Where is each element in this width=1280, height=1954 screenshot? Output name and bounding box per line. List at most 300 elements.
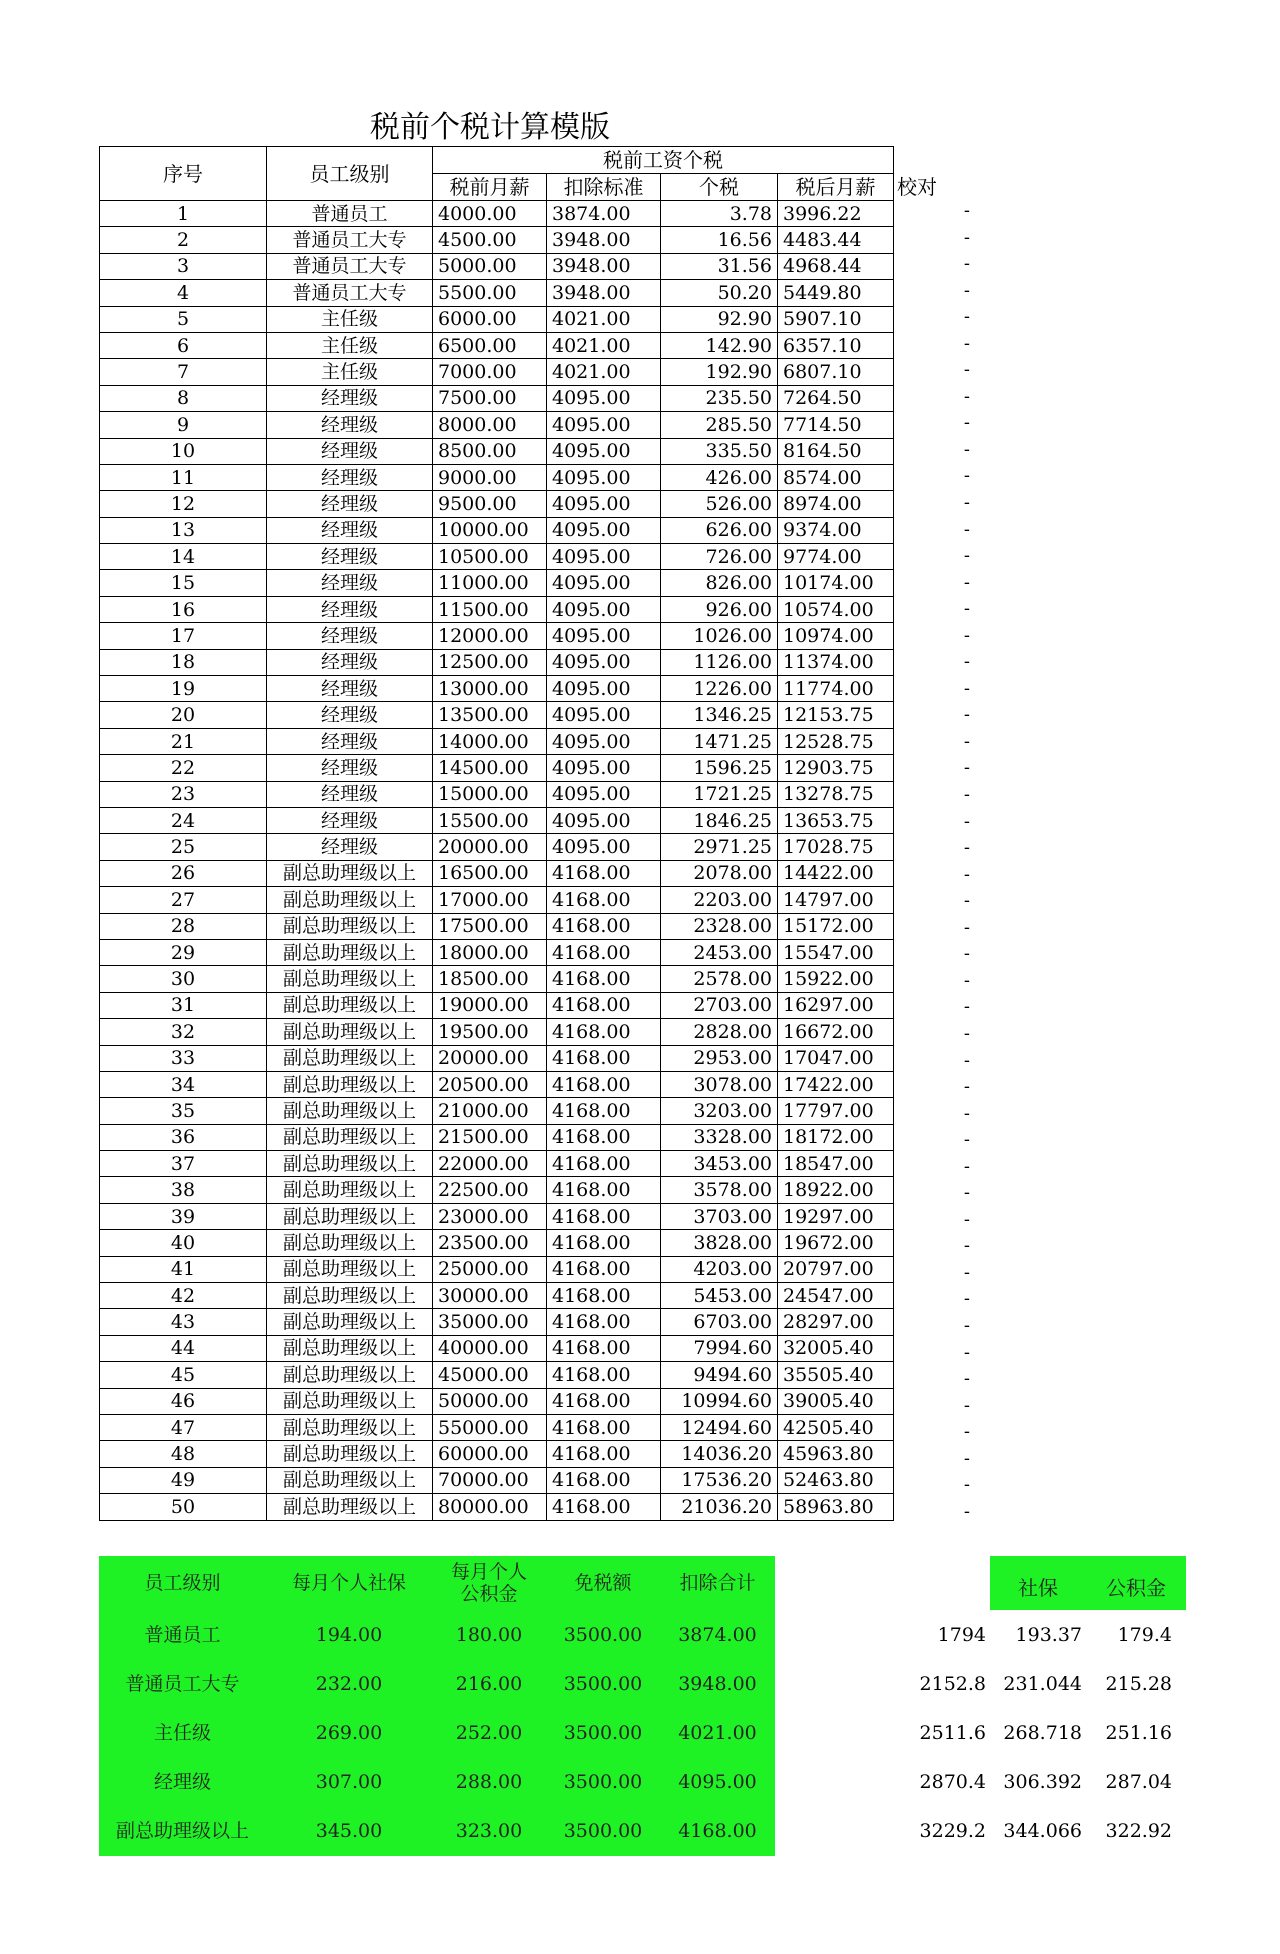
cell-level: 副总助理级以上 (267, 913, 433, 939)
check-mark: - (963, 1500, 970, 1522)
table-row (100, 887, 894, 913)
table-row (100, 1309, 894, 1335)
table-row (100, 517, 894, 543)
cell-seq: 41 (100, 1256, 267, 1282)
check-mark: - (963, 890, 970, 912)
table-row (100, 1441, 894, 1467)
check-mark: - (963, 1314, 970, 1336)
cell-deduction: 4095.00 (547, 755, 661, 781)
cell-level: 副总助理级以上 (267, 1414, 433, 1440)
cell-tax: 2203.00 (661, 887, 778, 913)
cell-level: 经理级 (267, 596, 433, 622)
summary-cell: 普通员工大专 (125, 1672, 240, 1695)
header-check: 校对 (897, 175, 937, 199)
cell-seq: 18 (100, 649, 267, 675)
table-row (100, 464, 894, 490)
cell-tax: 526.00 (661, 491, 778, 517)
summary-header-cell: 扣除合计 (679, 1572, 756, 1594)
cell-post-salary: 52463.80 (778, 1467, 894, 1493)
cell-pre-salary: 12000.00 (433, 623, 547, 649)
cell-deduction: 4095.00 (547, 623, 661, 649)
cell-deduction: 4168.00 (547, 966, 661, 992)
cell-seq: 31 (100, 992, 267, 1018)
cell-level: 副总助理级以上 (267, 1151, 433, 1177)
summary-cell: 3948.00 (678, 1672, 757, 1695)
cell-tax: 12494.60 (661, 1414, 778, 1440)
cell-seq: 28 (100, 913, 267, 939)
cell-deduction: 4168.00 (547, 1388, 661, 1414)
cell-seq: 24 (100, 807, 267, 833)
table-row (100, 412, 894, 438)
right-cell: 2511.6 (919, 1721, 986, 1744)
cell-level: 副总助理级以上 (267, 966, 433, 992)
cell-post-salary: 13653.75 (778, 807, 894, 833)
right-row (900, 1610, 1176, 1659)
right-cell: 2152.8 (919, 1672, 986, 1695)
cell-tax: 2578.00 (661, 966, 778, 992)
cell-seq: 35 (100, 1098, 267, 1124)
cell-level: 经理级 (267, 649, 433, 675)
cell-tax: 2828.00 (661, 1019, 778, 1045)
cell-deduction: 4168.00 (547, 1019, 661, 1045)
cell-tax: 3.78 (661, 201, 778, 227)
cell-pre-salary: 16500.00 (433, 860, 547, 886)
cell-pre-salary: 17500.00 (433, 913, 547, 939)
cell-level: 经理级 (267, 544, 433, 570)
cell-tax: 1721.25 (661, 781, 778, 807)
check-mark: - (963, 784, 970, 806)
summary-cell: 194.00 (315, 1623, 383, 1646)
cell-tax: 192.90 (661, 359, 778, 385)
summary-cell: 3500.00 (563, 1721, 643, 1744)
table-row (100, 570, 894, 596)
check-mark: - (963, 279, 970, 301)
cell-post-salary: 12528.75 (778, 728, 894, 754)
cell-seq: 7 (100, 359, 267, 385)
cell-deduction: 4168.00 (547, 1414, 661, 1440)
cell-seq: 8 (100, 385, 267, 411)
header-level: 员工级别 (267, 147, 433, 201)
cell-seq: 3 (100, 253, 267, 279)
table-row (100, 1283, 894, 1309)
check-mark: - (963, 1235, 970, 1257)
cell-seq: 43 (100, 1309, 267, 1335)
table-row (100, 1230, 894, 1256)
cell-tax: 50.20 (661, 280, 778, 306)
cell-deduction: 4168.00 (547, 1441, 661, 1467)
table-row (100, 1467, 894, 1493)
cell-level: 经理级 (267, 385, 433, 411)
table-row (100, 1045, 894, 1071)
cell-level: 副总助理级以上 (267, 992, 433, 1018)
table-row (100, 1256, 894, 1282)
table-row (100, 359, 894, 385)
cell-pre-salary: 20500.00 (433, 1071, 547, 1097)
cell-pre-salary: 18000.00 (433, 939, 547, 965)
cell-deduction: 4095.00 (547, 728, 661, 754)
cell-pre-salary: 20000.00 (433, 834, 547, 860)
header-group: 税前工资个税 (433, 147, 894, 174)
cell-post-salary: 18172.00 (778, 1124, 894, 1150)
cell-tax: 3703.00 (661, 1203, 778, 1229)
cell-level: 经理级 (267, 702, 433, 728)
check-mark: - (963, 810, 970, 832)
cell-deduction: 4095.00 (547, 517, 661, 543)
summary-cell: 3874.00 (678, 1623, 757, 1646)
cell-deduction: 4095.00 (547, 781, 661, 807)
cell-level: 普通员工大专 (267, 227, 433, 253)
cell-post-salary: 19297.00 (778, 1203, 894, 1229)
table-row (100, 649, 894, 675)
table-row (100, 781, 894, 807)
cell-tax: 2453.00 (661, 939, 778, 965)
cell-pre-salary: 4500.00 (433, 227, 547, 253)
check-mark: - (963, 837, 970, 859)
cell-pre-salary: 19000.00 (433, 992, 547, 1018)
table-row (100, 491, 894, 517)
cell-level: 副总助理级以上 (267, 939, 433, 965)
cell-post-salary: 39005.40 (778, 1388, 894, 1414)
summary-header-row (99, 1556, 775, 1610)
table-row (100, 728, 894, 754)
cell-deduction: 4168.00 (547, 1335, 661, 1361)
cell-deduction: 4168.00 (547, 887, 661, 913)
table-row (100, 1414, 894, 1440)
cell-deduction: 4168.00 (547, 1230, 661, 1256)
cell-seq: 4 (100, 280, 267, 306)
cell-deduction: 3948.00 (547, 280, 661, 306)
table-row (100, 992, 894, 1018)
check-mark: - (963, 1049, 970, 1071)
summary-cell: 288.00 (455, 1770, 523, 1793)
cell-deduction: 4095.00 (547, 702, 661, 728)
cell-post-salary: 3996.22 (778, 201, 894, 227)
cell-post-salary: 45963.80 (778, 1441, 894, 1467)
cell-post-salary: 8574.00 (778, 464, 894, 490)
summary-row (99, 1659, 775, 1708)
cell-level: 副总助理级以上 (267, 1071, 433, 1097)
check-mark: - (963, 226, 970, 248)
cell-post-salary: 15172.00 (778, 913, 894, 939)
cell-pre-salary: 15000.00 (433, 781, 547, 807)
cell-seq: 21 (100, 728, 267, 754)
cell-level: 副总助理级以上 (267, 860, 433, 886)
cell-level: 副总助理级以上 (267, 1362, 433, 1388)
cell-seq: 39 (100, 1203, 267, 1229)
cell-post-salary: 11374.00 (778, 649, 894, 675)
cell-level: 副总助理级以上 (267, 887, 433, 913)
table-row (100, 1151, 894, 1177)
cell-post-salary: 10974.00 (778, 623, 894, 649)
cell-seq: 29 (100, 939, 267, 965)
cell-seq: 49 (100, 1467, 267, 1493)
cell-pre-salary: 22000.00 (433, 1151, 547, 1177)
check-mark: - (963, 412, 970, 434)
cell-deduction: 4095.00 (547, 676, 661, 702)
tax-table (99, 146, 894, 1521)
cell-post-salary: 20797.00 (778, 1256, 894, 1282)
cell-level: 副总助理级以上 (267, 1019, 433, 1045)
cell-level: 副总助理级以上 (267, 1283, 433, 1309)
summary-cell: 3500.00 (563, 1672, 643, 1695)
cell-pre-salary: 45000.00 (433, 1362, 547, 1388)
cell-level: 副总助理级以上 (267, 1098, 433, 1124)
summary-cell: 普通员工 (144, 1623, 221, 1646)
cell-level: 经理级 (267, 728, 433, 754)
right-row (900, 1806, 1176, 1855)
cell-post-salary: 9774.00 (778, 544, 894, 570)
cell-post-salary: 18547.00 (778, 1151, 894, 1177)
cell-pre-salary: 20000.00 (433, 1045, 547, 1071)
right-values-table (900, 1610, 1176, 1855)
table-row (100, 306, 894, 332)
cell-pre-salary: 22500.00 (433, 1177, 547, 1203)
right-cell: 322.92 (1105, 1819, 1172, 1842)
cell-post-salary: 35505.40 (778, 1362, 894, 1388)
cell-tax: 1226.00 (661, 676, 778, 702)
cell-tax: 3578.00 (661, 1177, 778, 1203)
cell-post-salary: 15547.00 (778, 939, 894, 965)
cell-level: 副总助理级以上 (267, 1124, 433, 1150)
table-row (100, 1177, 894, 1203)
cell-seq: 5 (100, 306, 267, 332)
right-header (990, 1556, 1186, 1610)
right-cell: 3229.2 (919, 1819, 986, 1842)
summary-cell: 345.00 (315, 1819, 383, 1842)
cell-tax: 31.56 (661, 253, 778, 279)
summary-row (99, 1806, 775, 1855)
check-mark: - (963, 253, 970, 275)
cell-tax: 2971.25 (661, 834, 778, 860)
check-mark: - (963, 332, 970, 354)
cell-post-salary: 11774.00 (778, 676, 894, 702)
summary-header-cell: 每月个人 公积金 (450, 1561, 527, 1605)
cell-seq: 38 (100, 1177, 267, 1203)
cell-seq: 20 (100, 702, 267, 728)
cell-deduction: 4168.00 (547, 1124, 661, 1150)
table-row (100, 807, 894, 833)
cell-deduction: 4021.00 (547, 359, 661, 385)
cell-pre-salary: 25000.00 (433, 1256, 547, 1282)
check-mark: - (963, 1368, 970, 1390)
header-deduction: 扣除标准 (547, 174, 661, 201)
cell-seq: 26 (100, 860, 267, 886)
check-mark: - (963, 598, 970, 620)
cell-deduction: 4095.00 (547, 412, 661, 438)
check-mark: - (963, 1076, 970, 1098)
deduction-summary-table (99, 1556, 775, 1856)
right-cell: 268.718 (1003, 1721, 1082, 1744)
cell-pre-salary: 5000.00 (433, 253, 547, 279)
check-mark: - (963, 996, 970, 1018)
cell-seq: 40 (100, 1230, 267, 1256)
right-cell: 231.044 (1003, 1672, 1082, 1695)
cell-pre-salary: 13000.00 (433, 676, 547, 702)
cell-seq: 17 (100, 623, 267, 649)
cell-deduction: 4168.00 (547, 939, 661, 965)
check-mark: - (963, 1421, 970, 1443)
cell-post-salary: 4968.44 (778, 253, 894, 279)
cell-level: 副总助理级以上 (267, 1388, 433, 1414)
cell-tax: 726.00 (661, 544, 778, 570)
table-row (100, 755, 894, 781)
check-mark: - (963, 1341, 970, 1363)
cell-post-salary: 42505.40 (778, 1414, 894, 1440)
cell-post-salary: 10174.00 (778, 570, 894, 596)
table-row (100, 702, 894, 728)
summary-cell: 3500.00 (563, 1770, 643, 1793)
cell-level: 副总助理级以上 (267, 1309, 433, 1335)
header-tax: 个税 (661, 174, 778, 201)
right-row (900, 1757, 1176, 1806)
cell-deduction: 4095.00 (547, 464, 661, 490)
cell-pre-salary: 40000.00 (433, 1335, 547, 1361)
cell-post-salary: 5907.10 (778, 306, 894, 332)
table-row (100, 623, 894, 649)
check-mark: - (963, 1155, 970, 1177)
cell-tax: 10994.60 (661, 1388, 778, 1414)
check-mark: - (963, 571, 970, 593)
table-row (100, 676, 894, 702)
check-mark: - (963, 1182, 970, 1204)
cell-deduction: 4021.00 (547, 306, 661, 332)
cell-seq: 6 (100, 332, 267, 358)
cell-deduction: 4168.00 (547, 1098, 661, 1124)
table-row (100, 227, 894, 253)
header-seq: 序号 (100, 147, 267, 201)
cell-seq: 37 (100, 1151, 267, 1177)
check-mark: - (963, 1129, 970, 1151)
cell-level: 经理级 (267, 623, 433, 649)
cell-post-salary: 13278.75 (778, 781, 894, 807)
cell-pre-salary: 11000.00 (433, 570, 547, 596)
check-mark: - (963, 200, 970, 221)
cell-level: 经理级 (267, 517, 433, 543)
cell-seq: 48 (100, 1441, 267, 1467)
cell-level: 副总助理级以上 (267, 1045, 433, 1071)
check-mark: - (963, 677, 970, 699)
cell-pre-salary: 60000.00 (433, 1441, 547, 1467)
check-mark: - (963, 1394, 970, 1416)
cell-pre-salary: 8500.00 (433, 438, 547, 464)
check-mark: - (963, 1022, 970, 1044)
cell-seq: 23 (100, 781, 267, 807)
cell-tax: 826.00 (661, 570, 778, 596)
check-mark: - (963, 943, 970, 965)
cell-post-salary: 17797.00 (778, 1098, 894, 1124)
cell-deduction: 3948.00 (547, 227, 661, 253)
cell-level: 副总助理级以上 (267, 1467, 433, 1493)
cell-level: 普通员工大专 (267, 253, 433, 279)
cell-post-salary: 4483.44 (778, 227, 894, 253)
check-mark: - (963, 757, 970, 779)
cell-post-salary: 7264.50 (778, 385, 894, 411)
cell-pre-salary: 70000.00 (433, 1467, 547, 1493)
table-row (100, 913, 894, 939)
table-row (100, 860, 894, 886)
summary-cell: 3500.00 (563, 1819, 643, 1842)
cell-tax: 14036.20 (661, 1441, 778, 1467)
summary-cell: 232.00 (315, 1672, 383, 1695)
right-cell: 287.04 (1105, 1770, 1172, 1793)
table-row (100, 385, 894, 411)
cell-seq: 45 (100, 1362, 267, 1388)
table-row (100, 1362, 894, 1388)
cell-post-salary: 6357.10 (778, 332, 894, 358)
right-cell: 344.066 (1003, 1819, 1082, 1842)
cell-seq: 46 (100, 1388, 267, 1414)
cell-pre-salary: 7500.00 (433, 385, 547, 411)
cell-pre-salary: 10000.00 (433, 517, 547, 543)
table-row (100, 966, 894, 992)
cell-deduction: 4095.00 (547, 570, 661, 596)
cell-level: 经理级 (267, 807, 433, 833)
table-row (100, 834, 894, 860)
check-mark: - (963, 1447, 970, 1469)
cell-level: 主任级 (267, 359, 433, 385)
table-row (100, 939, 894, 965)
table-row (100, 280, 894, 306)
right-row (900, 1659, 1176, 1708)
cell-pre-salary: 21500.00 (433, 1124, 547, 1150)
right-cell: 193.37 (1015, 1623, 1082, 1646)
cell-tax: 2953.00 (661, 1045, 778, 1071)
cell-seq: 50 (100, 1494, 267, 1520)
cell-level: 副总助理级以上 (267, 1203, 433, 1229)
cell-post-salary: 6807.10 (778, 359, 894, 385)
cell-tax: 1471.25 (661, 728, 778, 754)
cell-deduction: 4168.00 (547, 1045, 661, 1071)
cell-pre-salary: 50000.00 (433, 1388, 547, 1414)
check-mark: - (963, 518, 970, 540)
cell-seq: 10 (100, 438, 267, 464)
cell-deduction: 4095.00 (547, 596, 661, 622)
right-cell: 179.4 (1117, 1623, 1172, 1646)
cell-seq: 32 (100, 1019, 267, 1045)
cell-deduction: 4168.00 (547, 1203, 661, 1229)
check-mark: - (963, 1208, 970, 1230)
cell-seq: 42 (100, 1283, 267, 1309)
cell-deduction: 4021.00 (547, 332, 661, 358)
table-row (100, 1388, 894, 1414)
cell-pre-salary: 10500.00 (433, 544, 547, 570)
cell-tax: 1346.25 (661, 702, 778, 728)
cell-tax: 16.56 (661, 227, 778, 253)
cell-pre-salary: 15500.00 (433, 807, 547, 833)
cell-tax: 1846.25 (661, 807, 778, 833)
cell-tax: 142.90 (661, 332, 778, 358)
cell-deduction: 3948.00 (547, 253, 661, 279)
cell-post-salary: 8164.50 (778, 438, 894, 464)
cell-tax: 9494.60 (661, 1362, 778, 1388)
table-row (100, 544, 894, 570)
table-row (100, 1203, 894, 1229)
cell-pre-salary: 6000.00 (433, 306, 547, 332)
cell-post-salary: 16297.00 (778, 992, 894, 1018)
cell-tax: 626.00 (661, 517, 778, 543)
cell-pre-salary: 30000.00 (433, 1283, 547, 1309)
cell-post-salary: 24547.00 (778, 1283, 894, 1309)
cell-seq: 14 (100, 544, 267, 570)
cell-pre-salary: 18500.00 (433, 966, 547, 992)
table-row (100, 596, 894, 622)
cell-pre-salary: 14000.00 (433, 728, 547, 754)
cell-seq: 13 (100, 517, 267, 543)
cell-seq: 22 (100, 755, 267, 781)
cell-post-salary: 7714.50 (778, 412, 894, 438)
cell-level: 副总助理级以上 (267, 1230, 433, 1256)
cell-level: 经理级 (267, 755, 433, 781)
